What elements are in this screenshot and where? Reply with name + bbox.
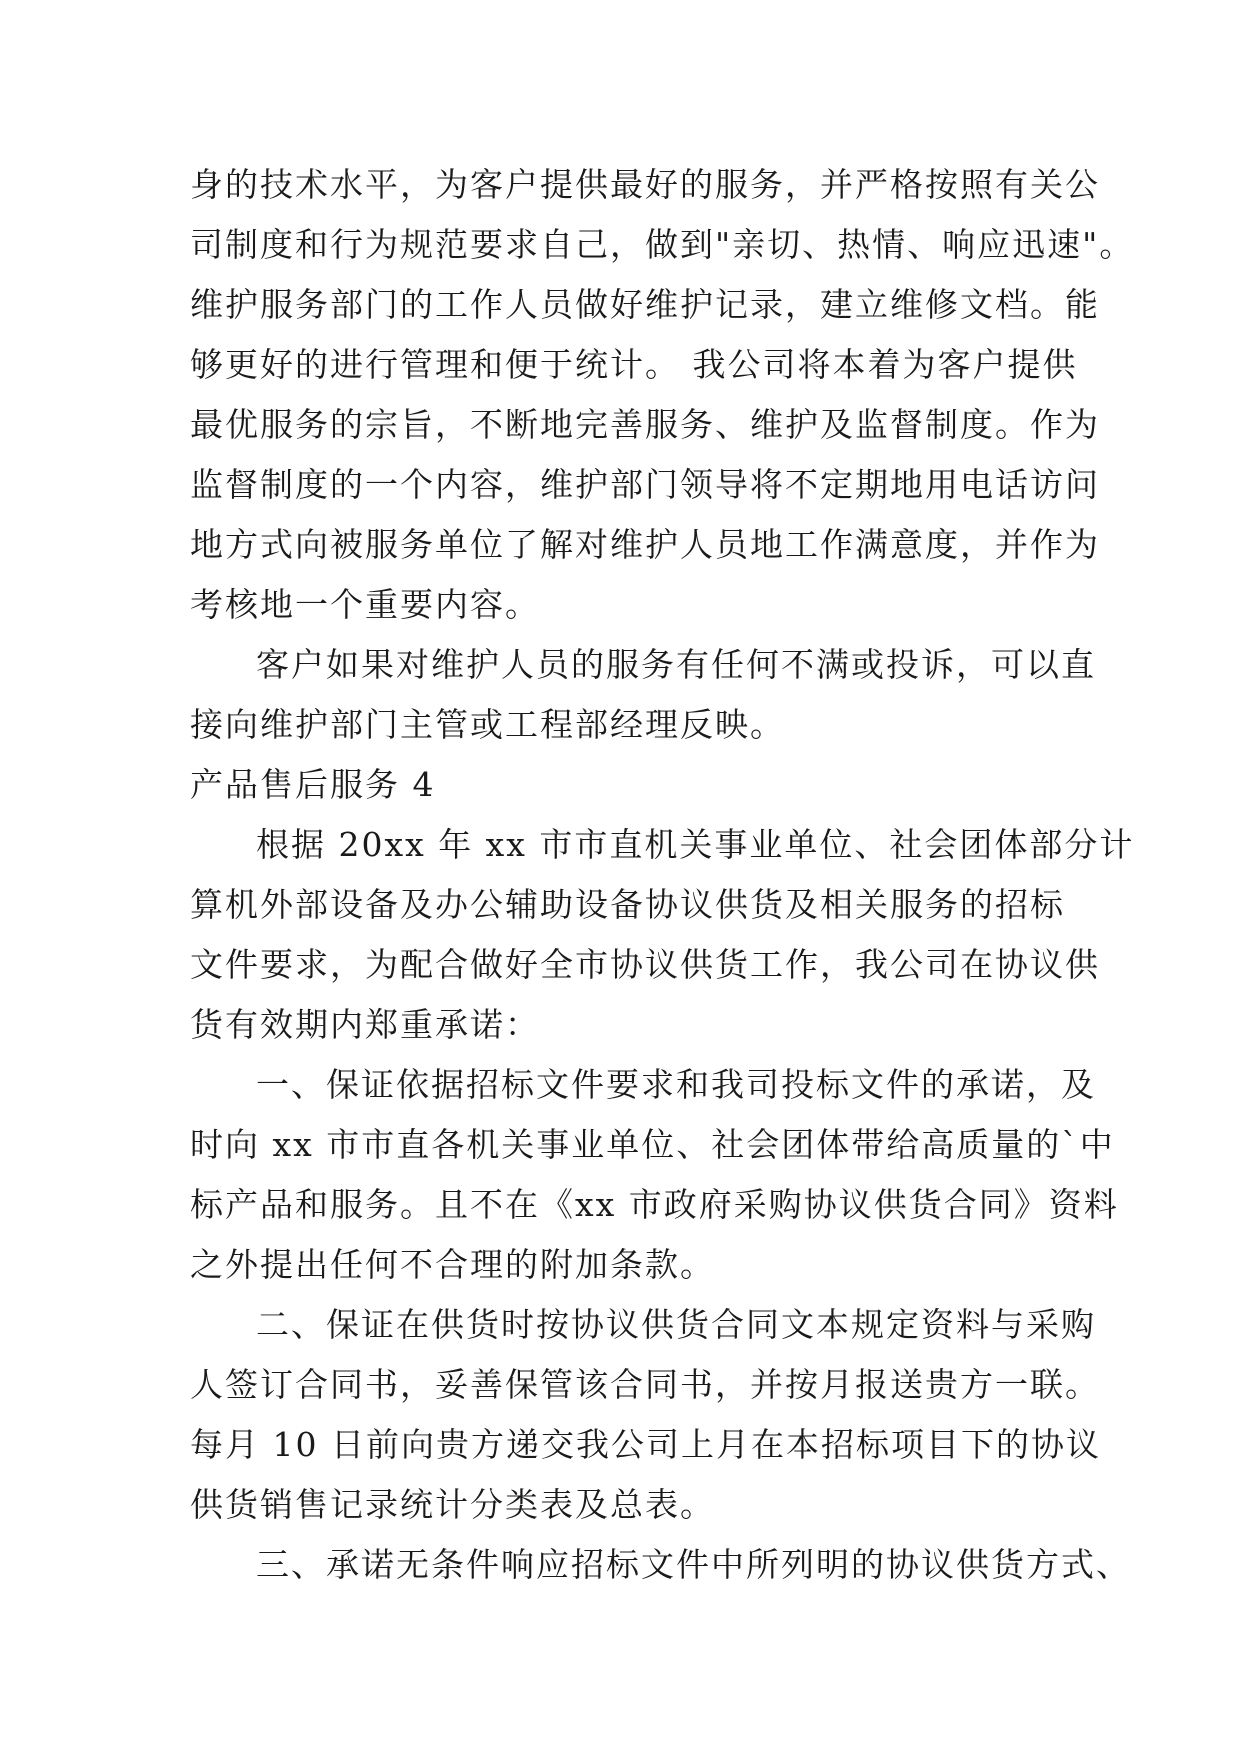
text-line: 供货销售记录统计分类表及总表。	[190, 1485, 715, 1524]
text-line: 一、保证依据招标文件要求和我司投标文件的承诺，及	[256, 1065, 1096, 1104]
paragraph-commitment-one	[190, 1055, 1119, 1295]
text-line: 考核地一个重要内容。	[190, 585, 540, 624]
text-line: 够更好的进行管理和便于统计。 我公司将本着为客户提供	[190, 345, 1078, 384]
text-line: 时向 xx 市市直各机关事业单位、社会团体带给高质量的`中	[190, 1125, 1115, 1164]
text-line: 二、保证在供货时按协议供货合同文本规定资料与采购	[256, 1305, 1096, 1344]
paragraph-tender-background	[190, 815, 1135, 1055]
document-body	[190, 155, 1135, 1595]
text-line: 客户如果对维护人员的服务有任何不满或投诉，可以直	[256, 645, 1096, 684]
text-line: 之外提出任何不合理的附加条款。	[190, 1245, 715, 1284]
paragraph-service-standards	[190, 155, 1135, 635]
text-line: 标产品和服务。且不在《xx 市政府采购协议供货合同》资料	[190, 1185, 1119, 1224]
paragraph-commitment-three	[190, 1535, 1131, 1595]
text-line: 三、承诺无条件响应招标文件中所列明的协议供货方式、	[256, 1545, 1131, 1584]
text-line: 算机外部设备及办公辅助设备协议供货及相关服务的招标	[190, 885, 1065, 924]
text-line: 监督制度的一个内容，维护部门领导将不定期地用电话访问	[190, 465, 1100, 504]
paragraph-complaints	[190, 635, 1096, 755]
text-line: 身的技术水平，为客户提供最好的服务，并严格按照有关公	[190, 165, 1100, 204]
section-heading: 产品售后服务 4	[190, 765, 436, 804]
text-line: 文件要求，为配合做好全市协议供货工作，我公司在协议供	[190, 945, 1100, 984]
text-line: 每月 10 日前向贵方递交我公司上月在本招标项目下的协议	[190, 1425, 1101, 1464]
text-line: 接向维护部门主管或工程部经理反映。	[190, 705, 785, 744]
text-line: 最优服务的宗旨，不断地完善服务、维护及监督制度。作为	[190, 405, 1100, 444]
text-line: 人签订合同书，妥善保管该合同书，并按月报送贵方一联。	[190, 1365, 1100, 1404]
paragraph-commitment-two	[190, 1295, 1101, 1535]
text-line: 货有效期内郑重承诺：	[190, 1005, 540, 1044]
text-line: 司制度和行为规范要求自己，做到"亲切、热情、响应迅速"。	[190, 225, 1135, 264]
text-line: 地方式向被服务单位了解对维护人员地工作满意度，并作为	[190, 525, 1100, 564]
text-line: 维护服务部门的工作人员做好维护记录，建立维修文档。能	[190, 285, 1100, 324]
text-line: 根据 20xx 年 xx 市市直机关事业单位、社会团体部分计	[256, 825, 1135, 864]
